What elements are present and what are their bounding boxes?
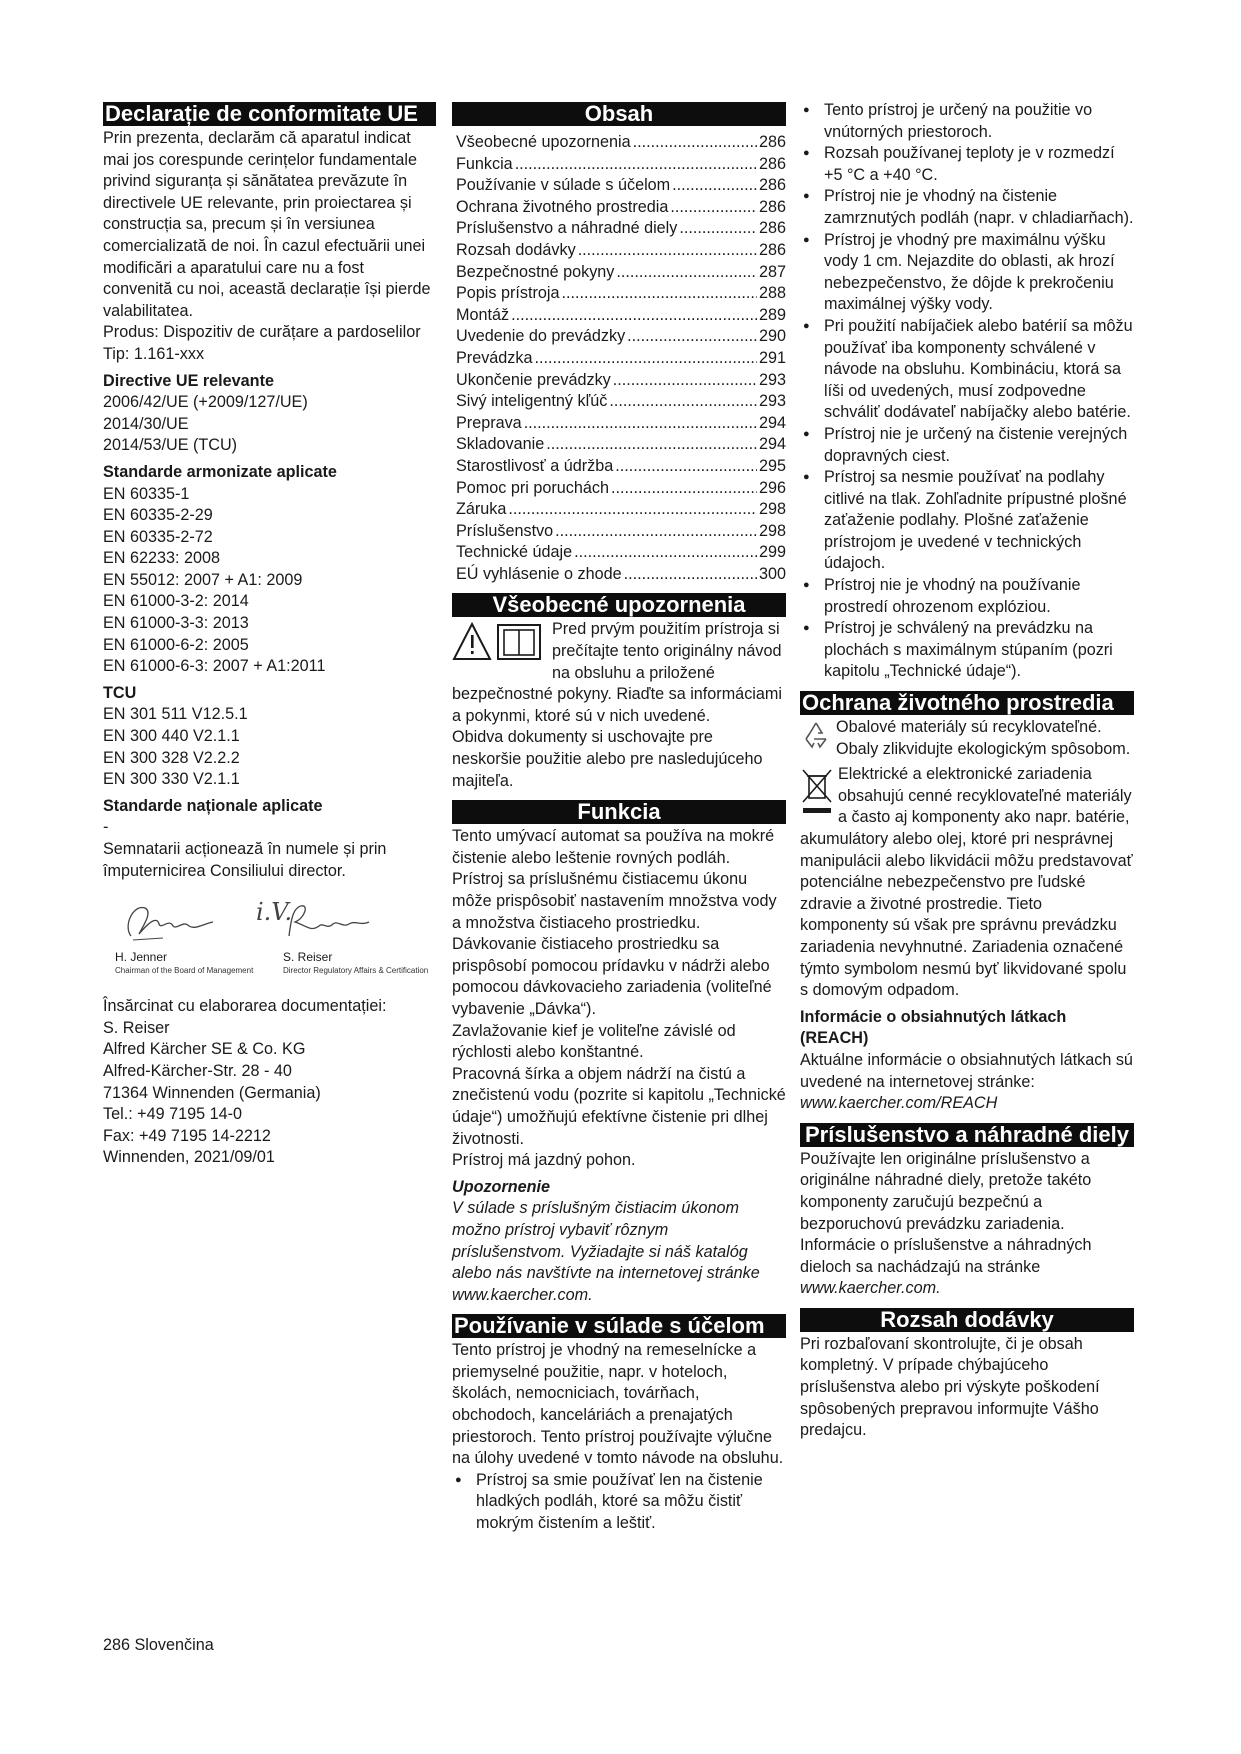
- list-item: ● Prístroj nie je určený na čistenie verejných dopravných ciest.: [800, 424, 1134, 467]
- accessories-text-2: Informácie o príslušenstve a náhradných dieloch sa nachádzajú na stránke: [800, 1236, 1092, 1276]
- standards-title: Standarde armonizate aplicate: [103, 462, 337, 481]
- toc-title: Prevádzka: [456, 348, 533, 367]
- list-item: ● Prístroj je vhodný pre maximálnu výšku vody 1 cm. Nejazdite do oblasti, ak hrozí nebezpečenstvo, že dôjde k prekročeniu maximálnej výšky vody.: [800, 230, 1134, 316]
- standard-line: EN 60335-1: [103, 484, 190, 503]
- toc-title: Funkcia: [456, 154, 513, 173]
- toc-page: 286: [758, 197, 786, 216]
- standard-line: EN 60335-2-72: [103, 527, 213, 546]
- toc-title: Starostlivosť a údržba: [456, 456, 614, 475]
- toc-row: [456, 478, 786, 500]
- toc-row: [456, 154, 786, 176]
- toc-page: 298: [758, 500, 786, 519]
- toc-title: Bezpečnostné pokyny: [456, 262, 615, 281]
- general-notice: [452, 619, 786, 792]
- doc-line: 71364 Winnenden (Germania): [103, 1083, 321, 1102]
- toc-page: 286: [758, 176, 786, 195]
- toc-page: 286: [758, 219, 786, 238]
- environment-heading: Ochrana životného prostredia: [800, 691, 1134, 715]
- accessories-heading: Príslušenstvo a náhradné diely: [800, 1123, 1134, 1147]
- toc-dots: [534, 348, 757, 370]
- toc-title: Montáž: [456, 305, 510, 324]
- list-item: ● Tento prístroj je určený na použitie vo vnútorných priestoroch.: [800, 100, 1134, 143]
- toc-page: 298: [758, 521, 786, 540]
- toc-dots: [670, 197, 757, 219]
- scope-text: Pri rozbaľovaní skontrolujte, či je obsah kompletný. V prípade chýbajúceho príslušenstva alebo pri výskyte poškodení spôsobených prepravou informujte Vášho predajcu.: [800, 1334, 1100, 1440]
- list-item: ● Prístroj nie je vhodný na čistenie zamrznutých podláh (napr. v chladiarňach).: [800, 186, 1134, 229]
- general-text-2: Obidva dokumenty si uschovajte pre neskoršie použitie alebo pre nasledujúceho majiteľa.: [452, 728, 763, 790]
- toc-dots: [672, 175, 757, 197]
- note-text: V súlade s príslušným čistiacim úkonom možno prístroj vybaviť rôznym príslušenstvom. Vyžiadajte si náš katalóg alebo nás navštívte na internetovej stránke www.kaercher.com.: [452, 1199, 760, 1304]
- column-declaration: [103, 102, 436, 1169]
- note-title: Upozornenie: [452, 1177, 551, 1196]
- standard-line: EN 61000-3-2: 2014: [103, 592, 249, 611]
- toc-title: EÚ vyhlásenie o zhode: [456, 564, 622, 583]
- toc-dots: [515, 154, 757, 176]
- column-contents: [452, 102, 786, 1535]
- toc-dots: [611, 478, 757, 500]
- toc-page: 296: [758, 478, 786, 497]
- intended-use-heading: Používanie v súlade s účelom: [452, 1314, 786, 1338]
- toc-page: 286: [758, 240, 786, 259]
- doc-line: Alfred Kärcher SE & Co. KG: [103, 1040, 306, 1059]
- weee-notice: [800, 764, 1134, 1002]
- toc-dots: [633, 132, 757, 154]
- signer-jenner: [115, 950, 253, 978]
- recycle-text: Obalové materiály sú recyklovateľné. Obaly zlikvidujte ekologickým spôsobom.: [836, 718, 1131, 758]
- accessories-text: Používajte len originálne príslušenstvo a originálne náhradné diely, pretože takéto komponenty zaručujú bezpečnú a bezporuchovú prevádzku zariadenia.: [800, 1149, 1092, 1233]
- list-item: ● Prístroj sa smie používať len na čistenie hladkých podláh, ktoré sa môžu čistiť mokrým čistením a leštiť.: [452, 1470, 786, 1535]
- table-of-contents: [456, 132, 786, 585]
- toc-row: [456, 434, 786, 456]
- toc-row: [456, 391, 786, 413]
- declaration-intro: Prin prezenta, declarăm că aparatul indicat mai jos corespunde cerințelor fundamentale privind siguranța și sănătatea prevăzute în directivele UE relevante, prin proiectarea și construcția sa, precum și în versiunea comercializată de noi. În cazul efectuării unei modificări a aparatului care nu a fost convenită cu noi, această declarație își pierde valabilitatea.: [103, 129, 431, 320]
- toc-page: 288: [758, 284, 786, 303]
- page-footer: 286 Slovenčina: [103, 1636, 214, 1654]
- toc-row: [456, 456, 786, 478]
- list-item: ● Prístroj sa nesmie používať na podlahy citlivé na tlak. Zohľadnite prípustné plošné zaťaženie podlahy. Plošné zaťaženie prístrojom je uvedené v technických údajoch.: [800, 467, 1134, 575]
- product-line: Produs: Dispozitiv de curățare a pardoselilor: [103, 323, 421, 342]
- toc-title: Všeobecné upozornenia: [456, 133, 631, 151]
- national-title: Standarde naționale aplicate: [103, 796, 323, 815]
- usage-bullets: [800, 100, 1134, 683]
- toc-row: [456, 521, 786, 543]
- toc-row: [456, 370, 786, 392]
- tcu-line: EN 301 511 V12.5.1: [103, 705, 248, 724]
- toc-title: Ukončenie prevádzky: [456, 370, 611, 389]
- reach-text: Aktuálne informácie o obsiahnutých látkach sú uvedené na internetovej stránke:: [800, 1050, 1133, 1091]
- signature-reiser-prefix: i.V.: [256, 898, 293, 927]
- function-para: Zavlažovanie kief je voliteľne závislé od rýchlosti alebo konštantné.: [452, 1021, 736, 1062]
- standard-line: EN 61000-6-3: 2007 + A1:2011: [103, 657, 326, 676]
- toc-dots: [546, 434, 757, 456]
- toc-title: Popis prístroja: [456, 284, 560, 303]
- accessories-url: www.kaercher.com.: [800, 1279, 941, 1298]
- scope-heading: Rozsah dodávky: [800, 1308, 1134, 1332]
- function-para: Prístroj má jazdný pohon.: [452, 1151, 636, 1170]
- toc-row: [456, 132, 786, 154]
- toc-title: Pomoc pri poruchách: [456, 478, 609, 497]
- national-value: -: [103, 818, 109, 837]
- recycle-notice: [800, 717, 1134, 760]
- reach-url: www.kaercher.com/REACH: [800, 1094, 998, 1113]
- tcu-line: EN 300 440 V2.1.1: [103, 727, 240, 746]
- signatories-text: Semnatarii acționează în numele și prin împuternicirea Consiliului director.: [103, 840, 387, 880]
- function-para: Prístroj sa príslušnému čistiacemu úkonu môže prispôsobiť nastavením množstva vody a množstva čistiaceho prostriedku.: [452, 870, 777, 932]
- toc-dots: [609, 391, 757, 413]
- list-item: ● Prístroj nie je vhodný na používanie prostredí ohrozenom explóziou.: [800, 575, 1134, 618]
- toc-title: Sivý inteligentný kľúč: [456, 392, 608, 411]
- toc-dots: [561, 283, 757, 305]
- toc-page: 299: [758, 543, 786, 562]
- toc-page: 289: [758, 305, 786, 324]
- toc-row: [456, 542, 786, 564]
- standard-line: EN 61000-6-2: 2005: [103, 635, 249, 654]
- toc-title: Záruka: [456, 500, 507, 519]
- signer-reiser-role: Director Regulatory Affairs & Certification: [283, 966, 429, 976]
- toc-page: 287: [758, 262, 786, 281]
- toc-row: [456, 499, 786, 521]
- doc-line: Fax: +49 7195 14-2212: [103, 1126, 271, 1145]
- toc-title: Skladovanie: [456, 435, 545, 454]
- list-item: ● Rozsah používanej teploty je v rozmedzí +5 °C a +40 °C.: [800, 143, 1134, 186]
- directive-line: 2014/53/UE (TCU): [103, 436, 238, 455]
- directive-line: 2014/30/UE: [103, 414, 189, 433]
- general-heading: Všeobecné upozornenia: [452, 593, 786, 617]
- signer-reiser: [283, 950, 428, 978]
- toc-row: [456, 305, 786, 327]
- toc-dots: [524, 413, 757, 435]
- toc-page: 286: [758, 154, 786, 173]
- general-text: Pred prvým použitím prístroja si prečítajte tento originálny návod na obsluhu a priložené bezpečnostné pokyny. Riaďte sa informáciami a pokynmi, ktoré sú v nich uvedené.: [452, 620, 782, 725]
- intended-use-list: [452, 1470, 786, 1535]
- toc-dots: [508, 499, 757, 521]
- toc-row: [456, 564, 786, 586]
- toc-page: 290: [758, 327, 786, 346]
- doc-line: Însărcinat cu elaborarea documentației:: [103, 997, 387, 1016]
- toc-row: [456, 197, 786, 219]
- toc-title: Používanie v súlade s účelom: [456, 176, 671, 195]
- signer-jenner-name: H. Jenner: [115, 950, 168, 965]
- signature-reiser: [283, 896, 373, 946]
- crossed-bin-icon: [800, 766, 834, 816]
- tcu-line: EN 300 330 V2.1.1: [103, 770, 240, 789]
- toc-heading: Obsah: [452, 102, 786, 126]
- list-item: ● Pri použití nabíjačiek alebo batérií sa môžu používať iba komponenty schválené v návode na obsluhu. Kombináciu, ktorá sa líši od uvedených, musí zodpovedne schváliť dodávateľ nabíjačky alebo batérie.: [800, 316, 1134, 424]
- toc-page: 293: [758, 370, 786, 389]
- recycle-icon: [800, 719, 832, 751]
- toc-row: [456, 175, 786, 197]
- signer-jenner-role: Chairman of the Board of Management: [115, 966, 254, 976]
- standard-line: EN 55012: 2007 + A1: 2009: [103, 570, 303, 589]
- toc-page: 294: [758, 413, 786, 432]
- standard-line: EN 60335-2-29: [103, 506, 213, 525]
- toc-row: [456, 262, 786, 284]
- toc-dots: [574, 542, 757, 564]
- doc-line: Winnenden, 2021/09/01: [103, 1148, 275, 1167]
- toc-dots: [627, 326, 757, 348]
- type-line: Tip: 1.161-xxx: [103, 344, 205, 363]
- toc-page: 293: [758, 392, 786, 411]
- signer-reiser-name: S. Reiser: [283, 950, 333, 965]
- weee-text: Elektrické a elektronické zariadenia obsahujú cenné recyklovateľné materiály a často aj komponenty ako napr. batérie, akumulátory alebo olej, ktoré pri nesprávnej manipulácii alebo likvidácii môžu predstavovať potenciálne nebezpečenstvo pre ľudské zdravie a životné prostredie. Tieto komponenty sú však pre správnu prevádzku zariadenia nevyhnutné. Zariadenia označené týmto symbolom nesmú byť likvidované spolu s domovým odpadom.: [800, 765, 1133, 1000]
- toc-title: Preprava: [456, 413, 522, 432]
- toc-row: [456, 413, 786, 435]
- directive-line: 2006/42/UE (+2009/127/UE): [103, 393, 308, 412]
- toc-dots: [616, 262, 757, 284]
- doc-line: S. Reiser: [103, 1018, 170, 1037]
- signatures: [103, 896, 436, 996]
- toc-row: [456, 348, 786, 370]
- toc-dots: [624, 564, 757, 586]
- toc-title: Uvedenie do prevádzky: [456, 327, 626, 346]
- function-para: Dávkovanie čistiaceho prostriedku sa prispôsobí pomocou prídavku v nádrži alebo pomocou dávkovacieho zariadenia (voliteľné vybavenie „Dávka“).: [452, 935, 772, 1018]
- toc-dots: [555, 521, 757, 543]
- list-item: ● Prístroj je schválený na prevádzku na plochách s maximálnym stúpaním (pozri kapitolu „Technické údaje“).: [800, 618, 1134, 683]
- standard-line: EN 61000-3-3: 2013: [103, 614, 249, 633]
- toc-page: 294: [758, 435, 786, 454]
- function-heading: Funkcia: [452, 800, 786, 824]
- function-para: Tento umývací automat sa používa na mokré čistenie alebo leštenie rovných podláh.: [452, 827, 775, 867]
- function-para: Pracovná šírka a objem nádrží na čistú a znečistenú vodu (pozrite si kapitolu „Technické údaje“) umožňujú efektívne čistenie pri dlhej životnosti.: [452, 1064, 786, 1148]
- doc-line: Tel.: +49 7195 14-0: [103, 1105, 243, 1124]
- warning-manual-icon: [452, 621, 546, 663]
- tcu-line: EN 300 328 V2.2.2: [103, 748, 240, 767]
- standard-line: EN 62233: 2008: [103, 549, 221, 568]
- toc-title: Príslušenstvo: [456, 521, 554, 540]
- toc-row: [456, 326, 786, 348]
- column-environment: [800, 100, 1134, 1442]
- toc-dots: [578, 240, 757, 262]
- toc-row: [456, 283, 786, 305]
- toc-dots: [679, 218, 757, 240]
- signature-jenner: [113, 896, 223, 946]
- toc-row: [456, 218, 786, 240]
- reach-title: Informácie o obsiahnutých látkach (REACH): [800, 1007, 1067, 1048]
- toc-page: 286: [758, 133, 786, 151]
- toc-page: 300: [758, 564, 786, 583]
- toc-dots: [613, 370, 757, 392]
- toc-title: Rozsah dodávky: [456, 240, 576, 259]
- intended-use-text: Tento prístroj je vhodný na remeselnícke a priemyselné použitie, napr. v hoteloch, školách, nemocniciach, továrňach, obchodoch, kanceláriách a prenajatých priestoroch. Tento prístroj používajte výlučne na úlohy uvedené v tomto návode na obsluhu.: [452, 1341, 784, 1468]
- toc-title: Technické údaje: [456, 543, 573, 562]
- toc-title: Príslušenstvo a náhradné diely: [456, 219, 678, 238]
- toc-row: [456, 240, 786, 262]
- tcu-title: TCU: [103, 683, 137, 702]
- toc-dots: [615, 456, 757, 478]
- toc-dots: [511, 305, 757, 327]
- toc-title: Ochrana životného prostredia: [456, 197, 669, 216]
- toc-page: 295: [758, 456, 786, 475]
- directives-title: Directive UE relevante: [103, 371, 274, 390]
- toc-page: 291: [758, 348, 786, 367]
- doc-line: Alfred-Kärcher-Str. 28 - 40: [103, 1061, 292, 1080]
- declaration-heading: Declarație de conformitate UE: [103, 102, 436, 126]
